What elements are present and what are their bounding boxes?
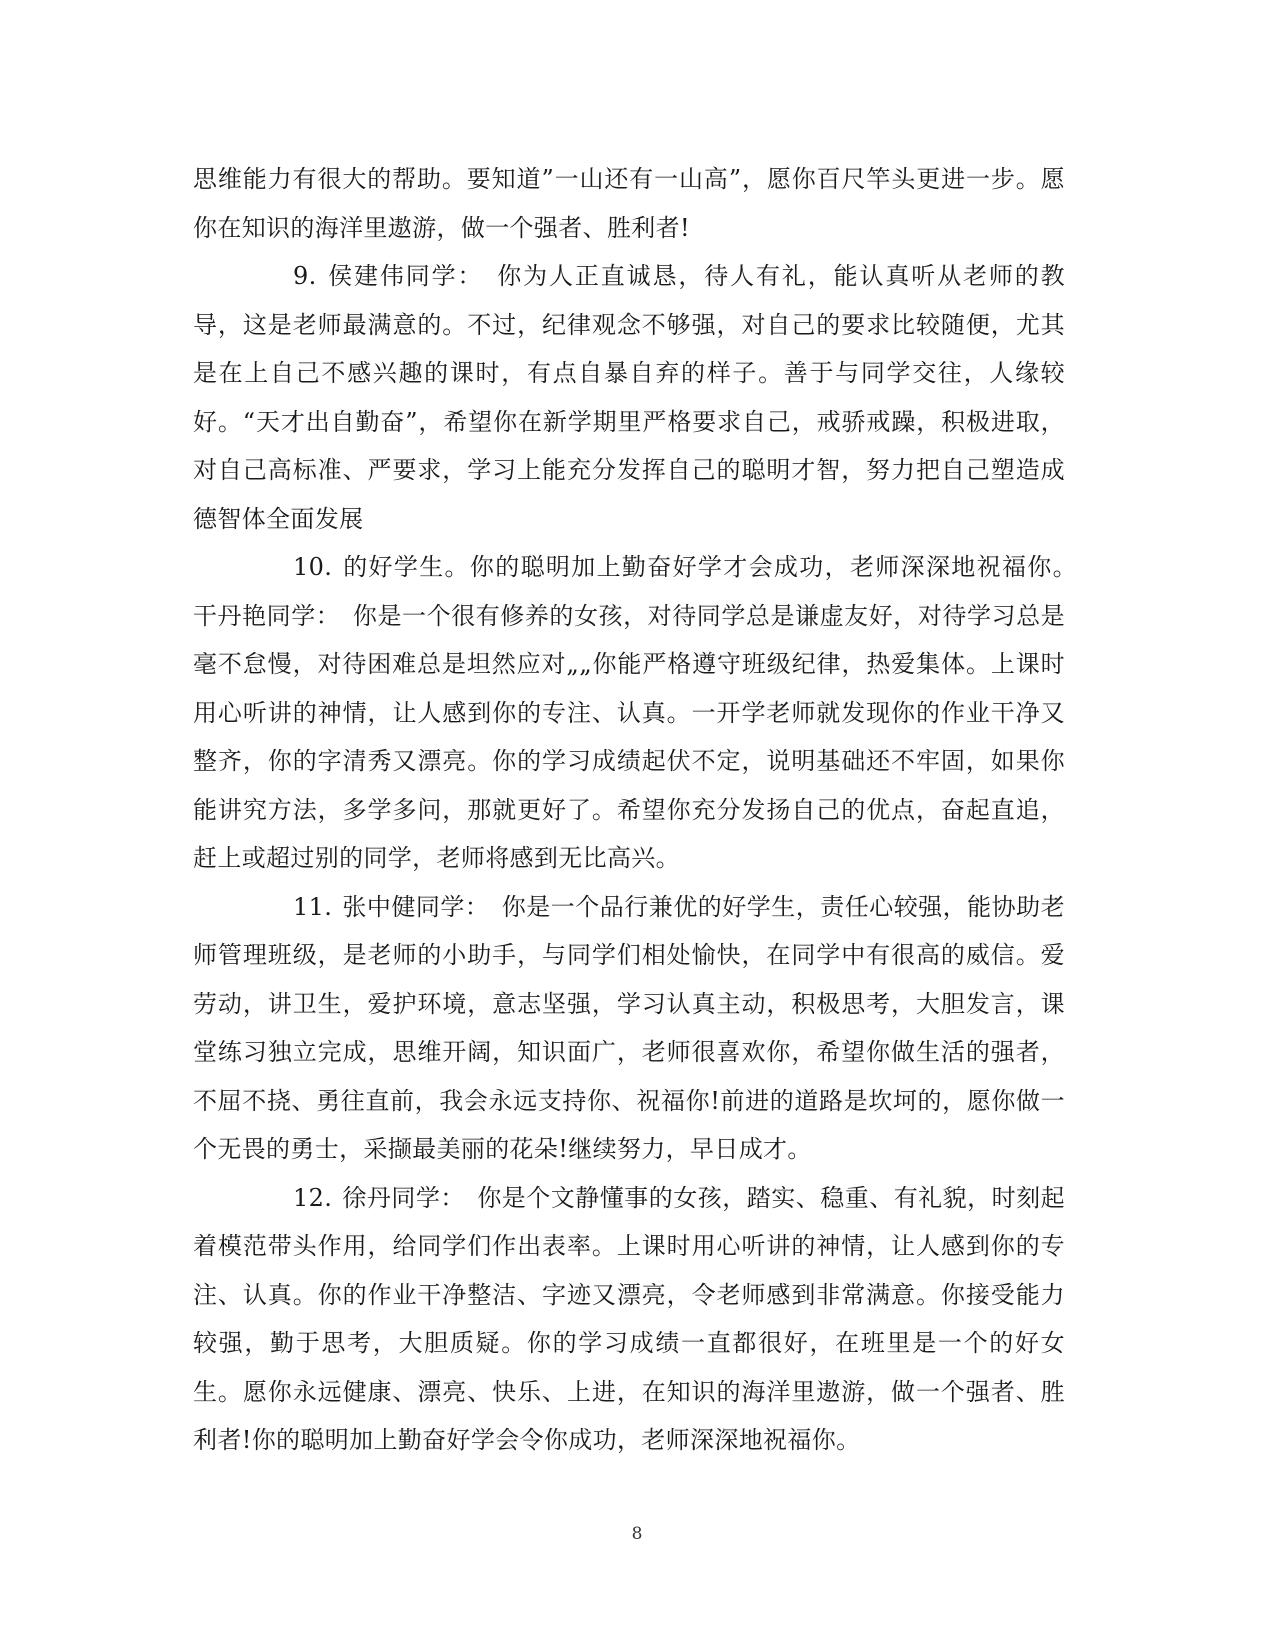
paragraph-text: 徐丹同学： 你是个文静懂事的女孩，踏实、稳重、有礼貌，时刻起着模范带头作用，给同学们作出表率。上课时用心听讲的神情，让人感到你的专注、认真。你的作业干净整洁、字迹又漂亮，令老师感到非常满意。你接受能力较强，勤于思考，大胆质疑。你的学习成绩一直都很好，在班里是一个的好女生。愿你永远健康、漂亮、快乐、上进，在知识的海洋里遨游，做一个强者、胜利者!你的聪明加上勤奋好学会令你成功，老师深深地祝福你。 (193, 1183, 1065, 1454)
paragraph-12 (193, 1174, 1065, 1465)
document-body (193, 155, 1090, 1465)
paragraph-11 (193, 883, 1065, 1174)
paragraph-continuation (193, 155, 1065, 252)
paragraph-text: 张中健同学： 你是一个品行兼优的好学生，责任心较强，能协助老师管理班级，是老师的小助手，与同学们相处愉快，在同学中有很高的威信。爱劳动，讲卫生，爱护环境，意志坚强，学习认真主动，积极思考，大胆发言，课堂练习独立完成，思维开阔，知识面广，老师很喜欢你，希望你做生活的强者，不屈不挠、勇往直前，我会永远支持你、祝福你!前进的道路是坎坷的，愿你做一个无畏的勇士，采撷最美丽的花朵!继续努力，早日成才。 (193, 892, 1065, 1163)
paragraph-text: 的好学生。你的聪明加上勤奋好学才会成功，老师深深地祝福你。 干丹艳同学： 你是一个很有修养的女孩，对待同学总是谦虚友好，对待学习总是毫不怠慢，对待困难总是坦然应对„„你能严格遵守班级纪律，热爱集体。上课时用心听讲的神情，让人感到你的专注、认真。一开学老师就发现你的作业干净又整齐，你的字清秀又漂亮。你的学习成绩起伏不定，说明基础还不牢固，如果你能讲究方法，多学多问，那就更好了。希望你充分发扬自己的优点，奋起直追，赶上或超过别的同学，老师将感到无比高兴。 (193, 553, 1090, 872)
paragraph-number: 11. (293, 892, 333, 921)
paragraph-10 (193, 543, 1090, 883)
paragraph-text: 思维能力有很大的帮助。要知道”一山还有一山高”，愿你百尺竿头更进一步。愿你在知识的海洋里遨游，做一个强者、胜利者! (193, 165, 1065, 242)
paragraph-9 (193, 252, 1065, 543)
page-number: 8 (631, 1524, 643, 1544)
paragraph-number: 9. (293, 262, 317, 290)
paragraph-number: 12. (293, 1183, 333, 1212)
paragraph-text: 侯建伟同学： 你为人正直诚恳，待人有礼，能认真听从老师的教导，这是老师最满意的。不过，纪律观念不够强，对自己的要求比较随便，尤其是在上自己不感兴趣的课时，有点自暴自弃的样子。善于与同学交往，人缘较好。“天才出自勤奋”，希望你在新学期里严格要求自己，戒骄戒躁，积极进取，对自己高标准、严要求，学习上能充分发挥自己的聪明才智，努力把自己塑造成德智体全面发展 (193, 262, 1065, 533)
paragraph-number: 10. (293, 553, 333, 581)
